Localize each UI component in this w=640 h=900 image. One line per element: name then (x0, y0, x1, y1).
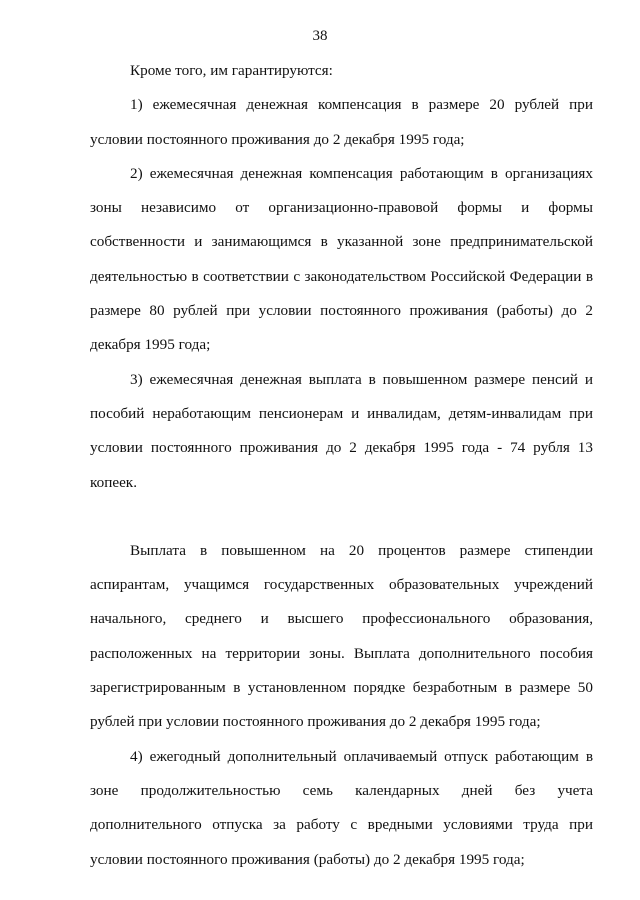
stipend-paragraph: Выплата в повышенном на 20 процентов размере стипендии аспирантам, учащимся государственных образовательных учреждений начального, среднего и высшего профессионального образования, расположенных на территории зоны. Выплата дополнительного пособия зарегистрированным в установленном порядке безработным в размере 50 рублей при условии постоянного проживания до 2 декабря 1995 года; (90, 541, 593, 731)
item-3-paragraph: 3) ежемесячная денежная выплата в повышенном размере пенсий и пособий неработающим пенсионерам и инвалидам, детям-инвалидам при условии постоянного проживания до 2 декабря 1995 года - 74 рубля 13 копеек. (90, 370, 593, 491)
document-body (90, 54, 593, 877)
item-1-paragraph: 1) ежемесячная денежная компенсация в размере 20 рублей при условии постоянного проживания до 2 декабря 1995 года; (90, 96, 593, 148)
intro-paragraph: Кроме того, им гарантируются: (130, 62, 333, 79)
item-2-paragraph: 2) ежемесячная денежная компенсация работающим в организациях зоны независимо от организационно-правовой формы и формы собственности и занимающимся в указанной зоне предпринимательской деятельностью в соответствии с законодательством Российской Федерации в размере 80 рублей при условии постоянного проживания (работы) до 2 декабря 1995 года; (90, 164, 593, 354)
page-number: 38 (312, 28, 328, 44)
item-4-paragraph: 4) ежегодный дополнительный оплачиваемый отпуск работающим в зоне продолжительностью семь календарных дней без учета дополнительного отпуска за работу с вредными условиями труда при условии постоянного проживания (работы) до 2 декабря 1995 года; (90, 747, 593, 868)
